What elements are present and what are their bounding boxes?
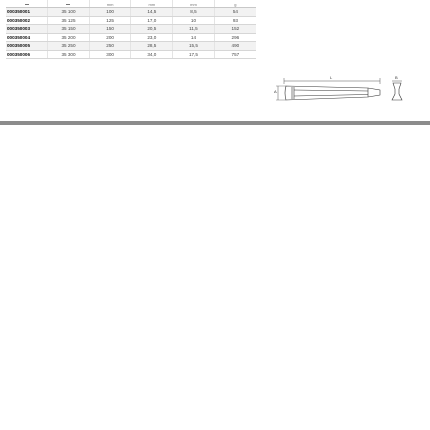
cell-weight: 93 xyxy=(214,16,256,25)
table-row xyxy=(6,50,256,59)
cell-model: 35 200 xyxy=(48,33,90,42)
cell-a: 17,0 xyxy=(131,16,173,25)
cell-model: 35 125 xyxy=(48,16,90,25)
cell-code: 000350001 xyxy=(6,8,48,17)
header-b: mm xyxy=(173,0,215,8)
cell-a: 28,5 xyxy=(131,42,173,51)
table-row xyxy=(6,42,256,51)
cell-model: 35 100 xyxy=(48,8,90,17)
b-label: B xyxy=(395,75,398,80)
cell-b: 17,5 xyxy=(173,50,215,59)
header-code xyxy=(6,0,48,8)
cell-weight: 490 xyxy=(214,42,256,51)
tool-icon xyxy=(25,3,29,6)
cell-weight: 54 xyxy=(214,8,256,17)
cell-b: 8,5 xyxy=(173,8,215,17)
cell-length: 150 xyxy=(89,25,131,34)
table-row xyxy=(6,33,256,42)
cell-a: 14,5 xyxy=(131,8,173,17)
cell-a: 23,0 xyxy=(131,33,173,42)
chisel-body xyxy=(285,86,380,100)
cell-code: 000350004 xyxy=(6,33,48,42)
table-row xyxy=(6,16,256,25)
cell-code: 000350002 xyxy=(6,16,48,25)
spec-table xyxy=(6,0,256,59)
cell-a: 20,5 xyxy=(131,25,173,34)
table-header-row xyxy=(6,0,256,8)
table-row xyxy=(6,25,256,34)
cell-length: 125 xyxy=(89,16,131,25)
cell-code: 000350006 xyxy=(6,50,48,59)
tool-icon xyxy=(66,3,70,6)
table-row xyxy=(6,8,256,17)
cell-weight: 296 xyxy=(214,33,256,42)
header-weight: g xyxy=(214,0,256,8)
cell-code: 000350005 xyxy=(6,42,48,51)
cell-b: 15,5 xyxy=(173,42,215,51)
header-a: mm xyxy=(131,0,173,8)
cell-model: 35 150 xyxy=(48,25,90,34)
length-label: L xyxy=(330,75,333,80)
cell-b: 11,5 xyxy=(173,25,215,34)
end-view-profile xyxy=(392,83,402,100)
header-model xyxy=(48,0,90,8)
cell-length: 200 xyxy=(89,33,131,42)
cell-weight: 152 xyxy=(214,25,256,34)
chisel-diagram xyxy=(268,70,418,110)
cell-model: 35 300 xyxy=(48,50,90,59)
header-length: mm xyxy=(89,0,131,8)
cell-length: 250 xyxy=(89,42,131,51)
cell-b: 14 xyxy=(173,33,215,42)
cell-weight: 757 xyxy=(214,50,256,59)
cell-code: 000350003 xyxy=(6,25,48,34)
cell-model: 35 250 xyxy=(48,42,90,51)
cell-length: 100 xyxy=(89,8,131,17)
cell-a: 34,0 xyxy=(131,50,173,59)
a-label: A xyxy=(274,89,277,94)
cell-length: 300 xyxy=(89,50,131,59)
section-divider xyxy=(0,121,430,125)
cell-b: 10 xyxy=(173,16,215,25)
